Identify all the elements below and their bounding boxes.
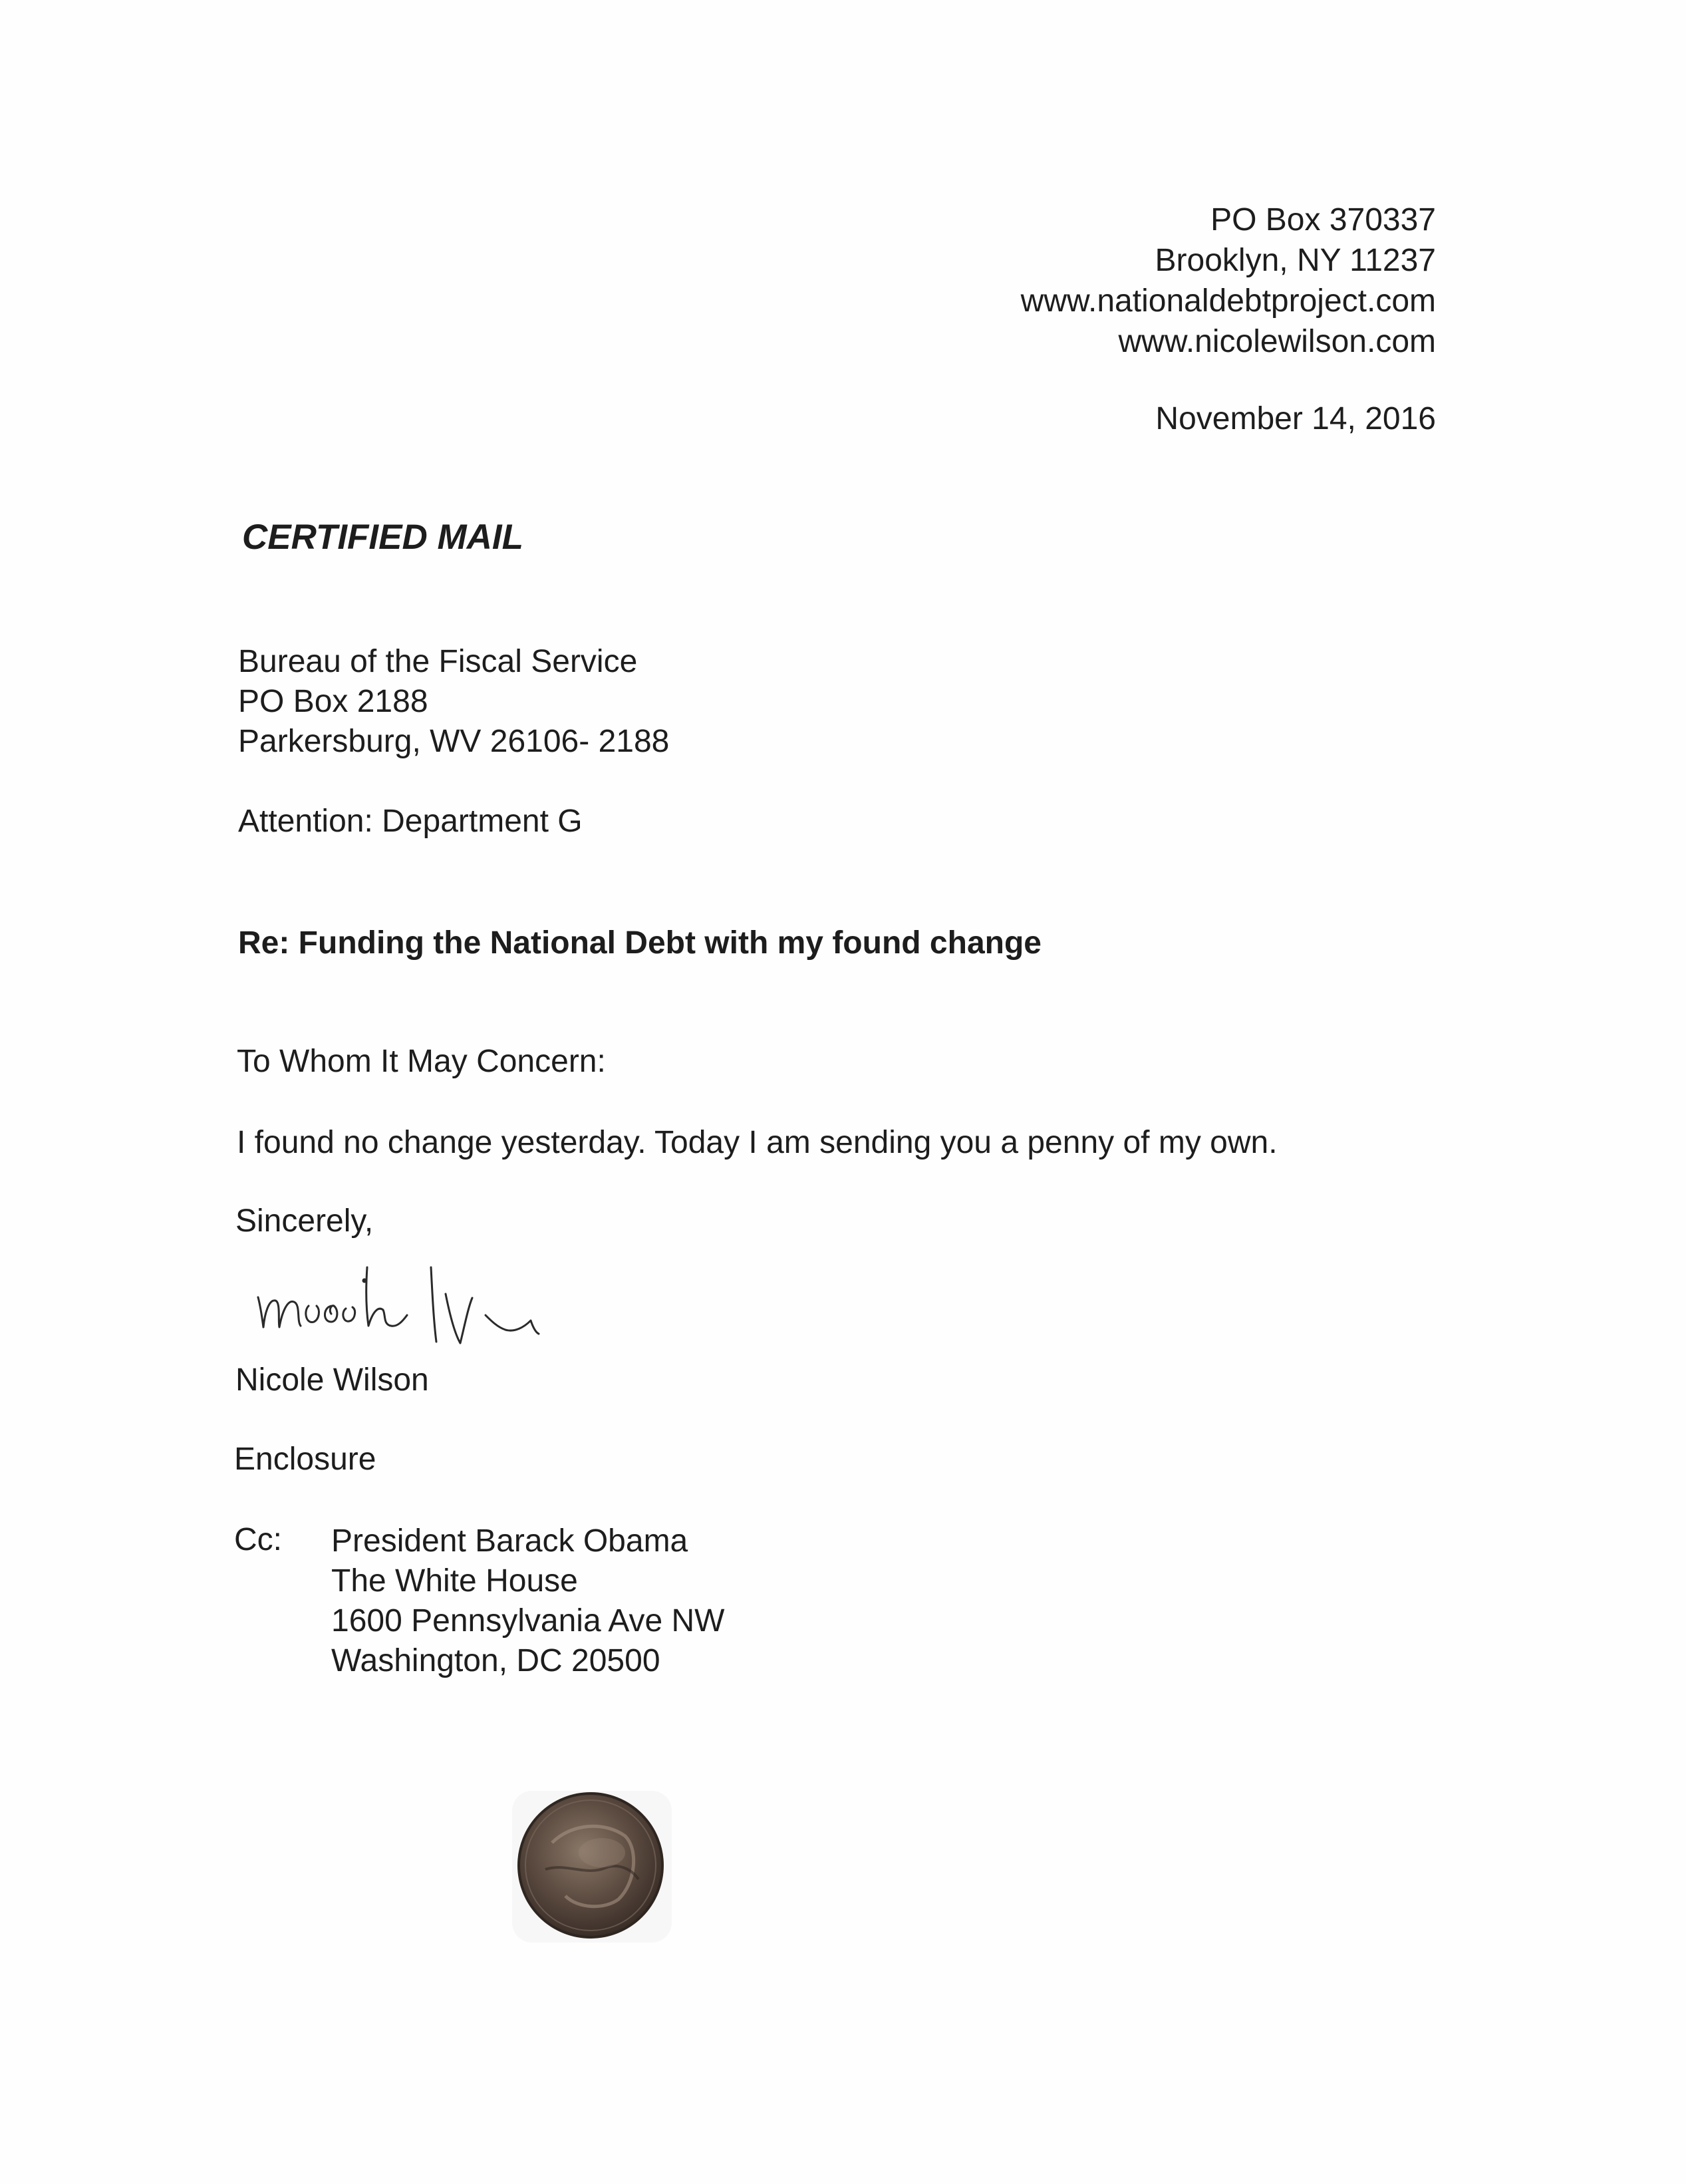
sender-website-link-1[interactable]: www.nationaldebtproject.com [1020,283,1436,319]
recipient-address [238,642,669,762]
subject-line: Re: Funding the National Debt with my found change [238,925,1042,961]
recipient-city-state-zip: Parkersburg, WV 26106- 2188 [238,724,670,759]
recipient-po-box: PO Box 2188 [238,684,428,719]
attention-line: Attention: Department G [238,804,583,839]
signer-name: Nicole Wilson [235,1362,429,1398]
letter-date: November 14, 2016 [1155,401,1436,436]
cc-street: 1600 Pennsylvania Ave NW [331,1603,725,1638]
sender-po-box: PO Box 370337 [1210,202,1436,237]
penny-coin-image [505,1783,685,1949]
sender-website-link-2[interactable]: www.nicolewilson.com [1118,324,1436,359]
handwritten-signature [253,1227,625,1354]
sender-address [1021,200,1436,362]
closing: Sincerely, [235,1203,374,1239]
cc-recipient-address [331,1521,724,1681]
certified-mail-heading: CERTIFIED MAIL [242,518,524,557]
cc-organization: The White House [331,1563,578,1599]
recipient-organization: Bureau of the Fiscal Service [238,644,638,679]
body-paragraph: I found no change yesterday. Today I am sending you a penny of my own. [237,1125,1278,1160]
cc-city-state-zip: Washington, DC 20500 [331,1643,660,1678]
cc-label: Cc: [234,1522,282,1557]
sender-city-state-zip: Brooklyn, NY 11237 [1155,243,1436,278]
enclosure-notation: Enclosure [234,1442,376,1477]
salutation: To Whom It May Concern: [237,1044,606,1079]
cc-name: President Barack Obama [331,1523,688,1559]
